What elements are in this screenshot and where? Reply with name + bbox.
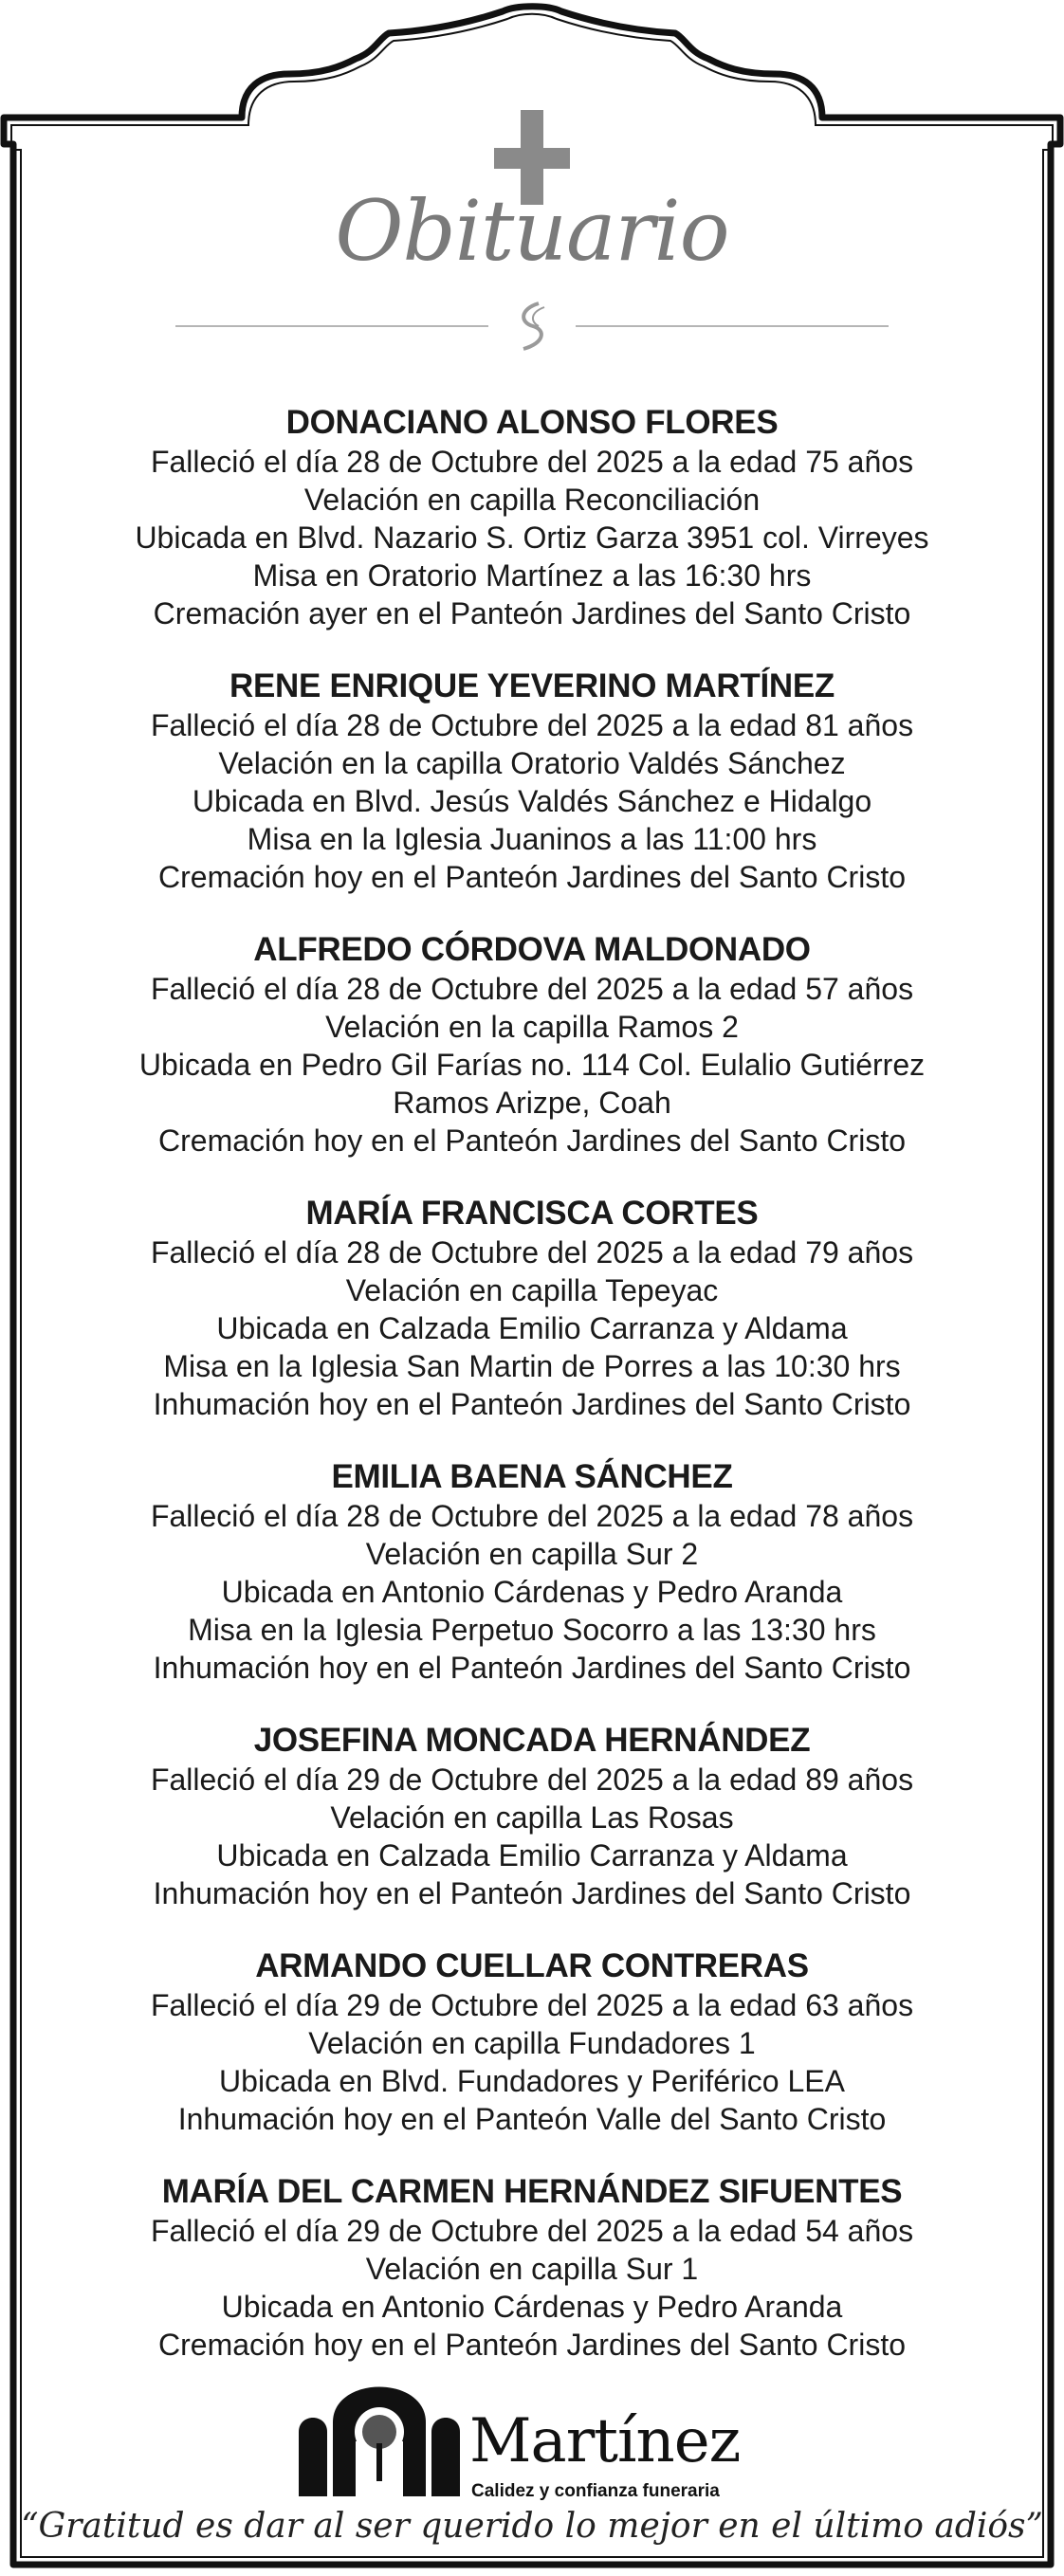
obituary-detail-line: Cremación hoy en el Panteón Jardines del Santo Cristo (158, 2328, 906, 2362)
deceased-name: DONACIANO ALONSO FLORES (285, 404, 779, 441)
obituary-detail-line: Velación en capilla Fundadores 1 (308, 2026, 756, 2060)
obituary-detail-line: Velación en la capilla Oratorio Valdés Sánchez (218, 746, 846, 780)
obituary-detail-line: Cremación ayer en el Panteón Jardines del Santo Cristo (153, 596, 911, 630)
obituary-detail-line: Cremación hoy en el Panteón Jardines del Santo Cristo (158, 1124, 906, 1158)
divider-right (576, 325, 889, 327)
obituary-detail-line: Falleció el día 29 de Octubre del 2025 a la edad 54 años (150, 2214, 914, 2248)
brand-tagline: Calidez y confianza funeraria (471, 2481, 720, 2501)
obituary-detail-line: Velación en capilla Reconciliación (303, 483, 761, 517)
obituary-detail-line: Inhumación hoy en el Panteón Valle del Santo Cristo (177, 2102, 887, 2136)
deceased-name: ARMANDO CUELLAR CONTRERAS (255, 1947, 809, 1984)
obituary-entry (38, 1194, 1026, 1423)
obituary-detail-line: Velación en capilla Tepeyac (345, 1273, 719, 1307)
deceased-name: JOSEFINA MONCADA HERNÁNDEZ (253, 1722, 811, 1759)
deceased-name: MARÍA FRANCISCA CORTES (305, 1195, 759, 1232)
obituary-detail-line: Inhumación hoy en el Panteón Jardines del Santo Cristo (153, 1651, 911, 1685)
obituary-detail-line: Inhumación hoy en el Panteón Jardines del Santo Cristo (153, 1876, 911, 1910)
obituary-entry (38, 1457, 1026, 1687)
obituary-detail-line: Falleció el día 29 de Octubre del 2025 a la edad 63 años (150, 1988, 914, 2022)
obituary-detail-line: Falleció el día 29 de Octubre del 2025 a la edad 89 años (150, 1763, 914, 1797)
divider-left (175, 325, 488, 327)
obituary-detail-line: Ubicada en Calzada Emilio Carranza y Aldama (216, 1311, 848, 1345)
obituary-detail-line: Falleció el día 28 de Octubre del 2025 a la edad 81 años (150, 708, 914, 742)
obituary-detail-line: Velación en capilla Las Rosas (330, 1800, 734, 1835)
obituary-detail-line: Ramos Arizpe, Coah (393, 1086, 671, 1120)
deceased-name: ALFREDO CÓRDOVA MALDONADO (253, 931, 811, 968)
obituary-detail-line: Ubicada en Antonio Cárdenas y Pedro Aranda (221, 1575, 843, 1609)
obituary-detail-line: Ubicada en Calzada Emilio Carranza y Aldama (216, 1838, 848, 1873)
obituary-detail-line: Ubicada en Blvd. Jesús Valdés Sánchez e Hidalgo (192, 784, 872, 818)
obituary-detail-line: Inhumación hoy en el Panteón Jardines del Santo Cristo (153, 1387, 911, 1421)
closing-quote: “Gratitud es dar al ser querido lo mejor en el último adiós” (21, 2507, 1043, 2546)
obituary-list (38, 403, 1026, 2398)
obituary-entry (38, 2172, 1026, 2364)
obituary-detail-line: Velación en la capilla Ramos 2 (325, 1010, 739, 1044)
obituary-detail-line: Ubicada en Blvd. Nazario S. Ortiz Garza 3951 col. Virreyes (135, 521, 929, 555)
deceased-name: RENE ENRIQUE YEVERINO MARTÍNEZ (229, 667, 835, 704)
obituary-detail-line: Falleció el día 28 de Octubre del 2025 a la edad 78 años (150, 1499, 914, 1533)
obituary-detail-line: Misa en la Iglesia San Martin de Porres a las 10:30 hrs (163, 1349, 901, 1383)
obituary-detail-line: Misa en Oratorio Martínez a las 16:30 hrs (252, 558, 812, 593)
obituary-detail-line: Falleció el día 28 de Octubre del 2025 a la edad 75 años (150, 445, 914, 479)
obituary-detail-line: Misa en la Iglesia Juaninos a las 11:00 hrs (247, 822, 817, 856)
deceased-name: MARÍA DEL CARMEN HERNÁNDEZ SIFUENTES (161, 2173, 903, 2210)
obituary-detail-line: Falleció el día 28 de Octubre del 2025 a la edad 79 años (150, 1235, 914, 1270)
obituary-entry (38, 1721, 1026, 1912)
obituary-detail-line: Velación en capilla Sur 2 (365, 1537, 699, 1571)
brand-name: Martínez (469, 2406, 741, 2476)
obituary-detail-line: Ubicada en Pedro Gil Farías no. 114 Col. Eulalio Gutiérrez (138, 1048, 926, 1082)
obituary-detail-line: Ubicada en Blvd. Fundadores y Periférico LEA (219, 2064, 845, 2098)
page-title: Obituario (335, 182, 729, 280)
obituary-entry (38, 930, 1026, 1160)
obituary-detail-line: Ubicada en Antonio Cárdenas y Pedro Aranda (221, 2290, 843, 2324)
obituary-detail-line: Velación en capilla Sur 1 (365, 2252, 699, 2286)
obituary-entry (38, 403, 1026, 632)
deceased-name: EMILIA BAENA SÁNCHEZ (331, 1458, 733, 1495)
obituary-detail-line: Misa en la Iglesia Perpetuo Socorro a las 13:30 hrs (188, 1613, 876, 1647)
obituary-entry (38, 667, 1026, 896)
obituary-detail-line: Falleció el día 28 de Octubre del 2025 a la edad 57 años (150, 972, 914, 1006)
flourish-icon (510, 301, 554, 351)
chapel-logo-icon (299, 2384, 460, 2498)
obituary-entry (38, 1946, 1026, 2138)
obituary-detail-line: Cremación hoy en el Panteón Jardines del Santo Cristo (158, 860, 906, 894)
